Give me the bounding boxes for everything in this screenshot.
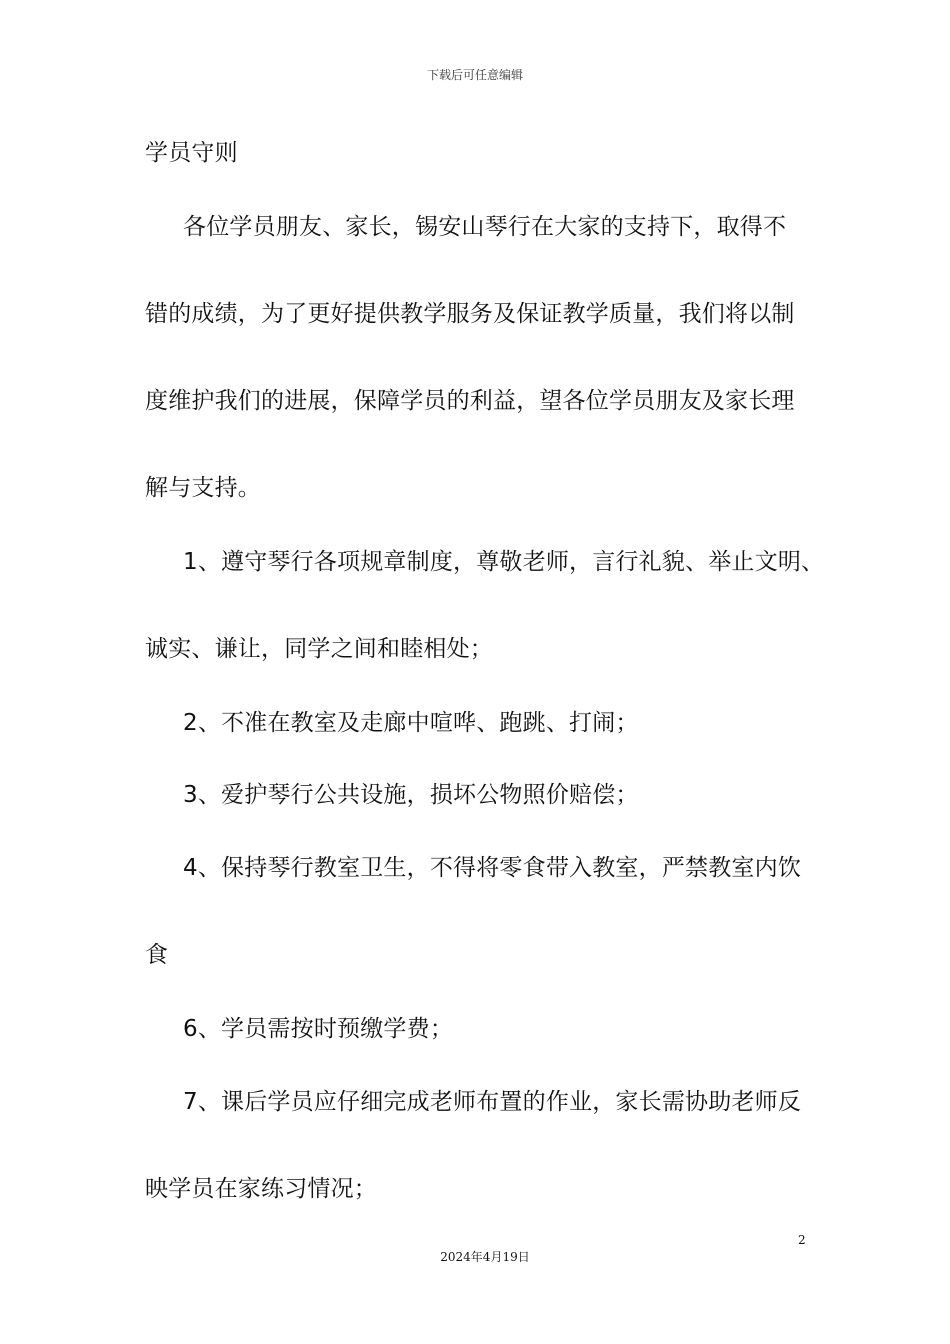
intro-line-2: 错的成绩，为了更好提供教学服务及保证教学质量，我们将以制 xyxy=(145,301,795,327)
rule-1-line-2: 诚实、谦让，同学之间和睦相处； xyxy=(145,636,493,662)
rule-7-line-2: 映学员在家练习情况； xyxy=(145,1176,377,1202)
document-title: 学员守则 xyxy=(145,140,238,166)
rule-4-line-2: 食 xyxy=(145,942,169,968)
rule-4-line-1: 4、保持琴行教室卫生，不得将零食带入教室，严禁教室内饮 xyxy=(183,855,802,881)
intro-line-4: 解与支持。 xyxy=(145,475,261,501)
footer-date: 2024年4月19日 xyxy=(440,1250,530,1264)
rule-1-line-1: 1、遵守琴行各项规章制度，尊敬老师，言行礼貌、举止文明、 xyxy=(183,549,825,575)
rule-7-line-1: 7、课后学员应仔细完成老师布置的作业，家长需协助老师反 xyxy=(183,1089,802,1115)
rule-6: 6、学员需按时预缴学费； xyxy=(183,1016,454,1042)
intro-line-1: 各位学员朋友、家长，锡安山琴行在大家的支持下，取得不 xyxy=(183,214,787,240)
rule-2: 2、不准在教室及走廊中喧哗、跑跳、打闹； xyxy=(183,710,639,736)
intro-line-3: 度维护我们的进展，保障学员的利益，望各位学员朋友及家长理 xyxy=(145,388,795,414)
header-note: 下载后可任意编辑 xyxy=(426,68,523,82)
page-number: 2 xyxy=(798,1233,806,1247)
rule-3: 3、爱护琴行公共设施，损坏公物照价赔偿； xyxy=(183,782,639,808)
